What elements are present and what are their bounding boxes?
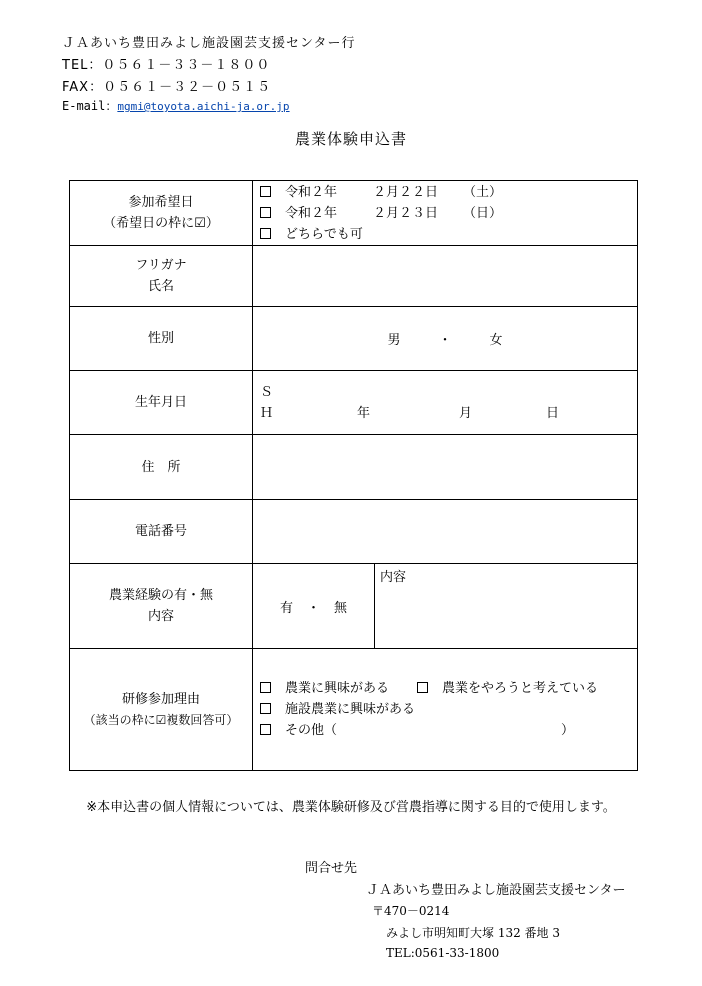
application-form-table — [69, 180, 638, 771]
birth-era-showa: Ｓ — [260, 384, 274, 400]
birth-year-label: 年 — [357, 405, 371, 421]
reason-label-cell — [70, 649, 253, 771]
date-label-cell — [70, 181, 253, 246]
privacy-note: ※本申込書の個人情報については、農業体験研修及び営農指導に関する目的で使用します。 — [86, 800, 616, 815]
checkbox-reason-other[interactable] — [260, 724, 271, 735]
contact-address: みよし市明知町大塚 132 番地 3 — [386, 926, 560, 940]
reason-options-cell — [253, 649, 638, 771]
birth-era-heisei-row: Ｈ 年 月 日 — [253, 403, 637, 424]
date-option-either: どちらでも可 — [253, 224, 637, 245]
gender-male[interactable]: 男 — [387, 333, 401, 348]
gender-options-cell: 男 ・ 女 — [253, 307, 638, 371]
experience-cell — [253, 564, 638, 649]
checkbox-reason-greenhouse[interactable] — [260, 703, 271, 714]
phone-input-cell[interactable] — [253, 500, 638, 564]
row-experience — [70, 564, 638, 649]
date-option-2: 令和２年 ２月２３日 （日） — [253, 203, 637, 224]
experience-no[interactable]: 無 — [334, 600, 348, 616]
contact-zip: 〒470－0214 — [372, 904, 450, 918]
email-link[interactable]: mgmi@toyota.aichi-ja.or.jp — [117, 100, 290, 113]
row-gender — [70, 307, 638, 371]
name-input-cell[interactable] — [253, 246, 638, 307]
gender-label: 性別 — [70, 307, 253, 371]
reason-line-2: 施設農業に興味がある — [253, 699, 637, 720]
date-option-1: 令和２年 ２月２２日 （土） — [253, 182, 637, 203]
address-input-cell[interactable] — [253, 435, 638, 500]
checkbox-reason-interest[interactable] — [260, 682, 271, 693]
name-label-cell — [70, 246, 253, 307]
contact-tel: TEL:0561-33-1800 — [386, 946, 500, 960]
name-label: 氏名 — [147, 279, 174, 294]
row-name — [70, 246, 638, 307]
gender-female[interactable]: 女 — [489, 333, 503, 348]
experience-content-label: 内容 — [147, 609, 174, 624]
checkbox-reason-plan[interactable] — [417, 682, 428, 693]
experience-label-cell — [70, 564, 253, 649]
furigana-label: フリガナ — [135, 258, 187, 273]
experience-label: 農業経験の有・無 — [108, 588, 213, 603]
birthdate-label: 生年月日 — [70, 371, 253, 435]
row-address — [70, 435, 638, 500]
email-label: E-mail： — [62, 99, 118, 113]
checkbox-date-2[interactable] — [260, 207, 271, 218]
form-title: 農業体験申込書 — [294, 130, 407, 148]
header-fax: FAX：０５６１－３２－０５１５ — [62, 80, 272, 95]
experience-yes-no: 有 ・ 無 — [253, 564, 375, 648]
birthdate-input-cell[interactable] — [253, 371, 638, 435]
reason-label: 研修参加理由 — [121, 691, 200, 707]
address-label: 住 所 — [70, 435, 253, 500]
date-instruction: （希望日の枠に☑） — [103, 216, 219, 231]
header-email-row — [62, 97, 290, 114]
reason-instruction: （該当の枠に☑複数回答可） — [83, 712, 239, 727]
checkbox-date-1[interactable] — [260, 186, 271, 197]
phone-label: 電話番号 — [70, 500, 253, 564]
row-date — [70, 181, 638, 246]
experience-yes[interactable]: 有 — [279, 600, 293, 616]
date-label: 参加希望日 — [128, 195, 194, 210]
header-tel: TEL：０５６１－３３－１８００ — [62, 58, 271, 73]
reason-line-1: 農業に興味がある 農業をやろうと考えている — [253, 678, 637, 699]
date-options-cell — [253, 181, 638, 246]
row-phone — [70, 500, 638, 564]
recipient-line: ＪＡあいち豊田みよし施設園芸支援センター行 — [62, 36, 356, 51]
experience-content-heading: 内容 — [380, 570, 407, 585]
contact-org: ＪＡあいち豊田みよし施設園芸支援センター — [366, 883, 626, 898]
reason-line-3: その他（ ） — [253, 720, 637, 741]
contact-heading: 問合せ先 — [305, 861, 358, 876]
row-reason — [70, 649, 638, 771]
experience-content-box[interactable] — [375, 564, 637, 648]
birth-month-label: 月 — [459, 405, 473, 421]
birth-day-label: 日 — [546, 405, 560, 421]
row-birthdate — [70, 371, 638, 435]
checkbox-date-either[interactable] — [260, 228, 271, 239]
